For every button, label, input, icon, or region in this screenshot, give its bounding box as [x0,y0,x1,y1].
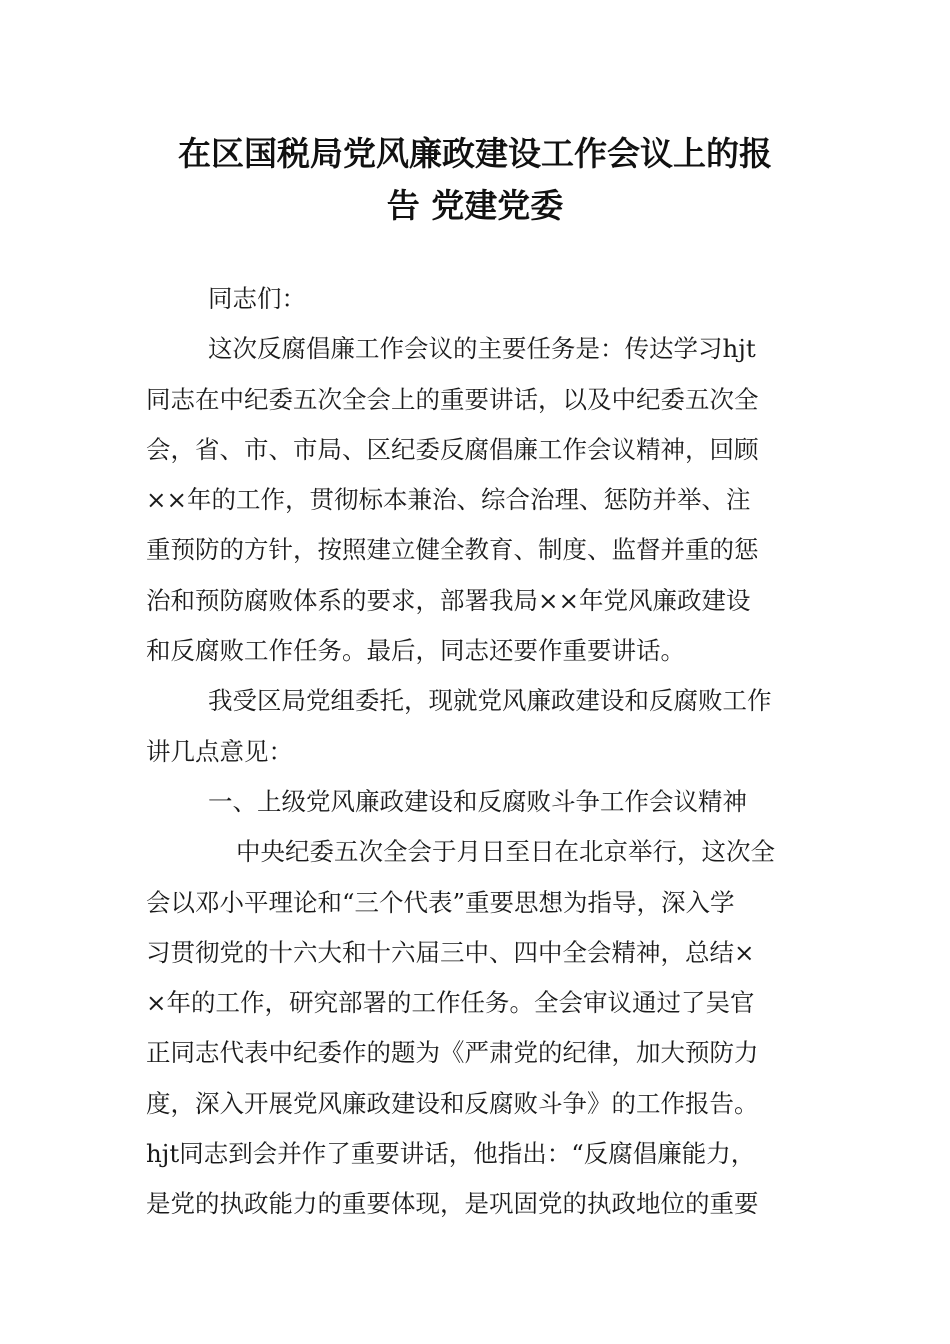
body-line: 同志在中纪委五次全会上的重要讲话，以及中纪委五次全 [146,384,759,414]
title-line-2: 告 党建党委 [386,186,564,225]
body-line: 是党的执政能力的重要体现，是巩固党的执政地位的重要 [146,1189,759,1219]
body-line: 度，深入开展党风廉政建设和反腐败斗争》的工作报告。 [146,1088,759,1118]
body-line: 中央纪委五次全会于月日至日在北京举行，这次全 [236,837,775,867]
body-line: 习贯彻党的十六大和十六届三中、四中全会精神，总结× [146,937,755,967]
body-line: 会以邓小平理论和“三个代表”重要思想为指导，深入学 [146,887,735,917]
title-line-1: 在区国税局党风廉政建设工作会议上的报 [178,134,772,173]
body-line: 正同志代表中纪委作的题为《严肃党的纪律，加大预防力 [146,1038,759,1068]
body-line: 我受区局党组委托，现就党风廉政建设和反腐败工作 [208,686,772,716]
document-body [146,274,806,1230]
body-line: hjt同志到会并作了重要讲话，他指出：“反腐倡廉能力， [146,1139,756,1169]
body-line: 会，省、市、市局、区纪委反腐倡廉工作会议精神，回顾 [146,434,759,464]
body-line: 讲几点意见： [146,736,293,766]
body-line: ×年的工作，研究部署的工作任务。全会审议通过了吴官 [146,988,755,1018]
body-line: 这次反腐倡廉工作会议的主要任务是：传达学习hjt [208,334,756,364]
body-line: 重预防的方针，按照建立健全教育、制度、监督并重的惩 [146,535,759,565]
document-title [130,128,820,232]
body-line: 治和预防腐败体系的要求，部署我局××年党风廉政建设 [146,585,751,615]
body-line: ××年的工作，贯彻标本兼治、综合治理、惩防并举、注 [146,485,751,515]
body-line: 同志们： [208,284,306,313]
body-line: 一、上级党风廉政建设和反腐败斗争工作会议精神 [208,786,747,816]
body-line: 和反腐败工作任务。最后，同志还要作重要讲话。 [146,636,685,666]
